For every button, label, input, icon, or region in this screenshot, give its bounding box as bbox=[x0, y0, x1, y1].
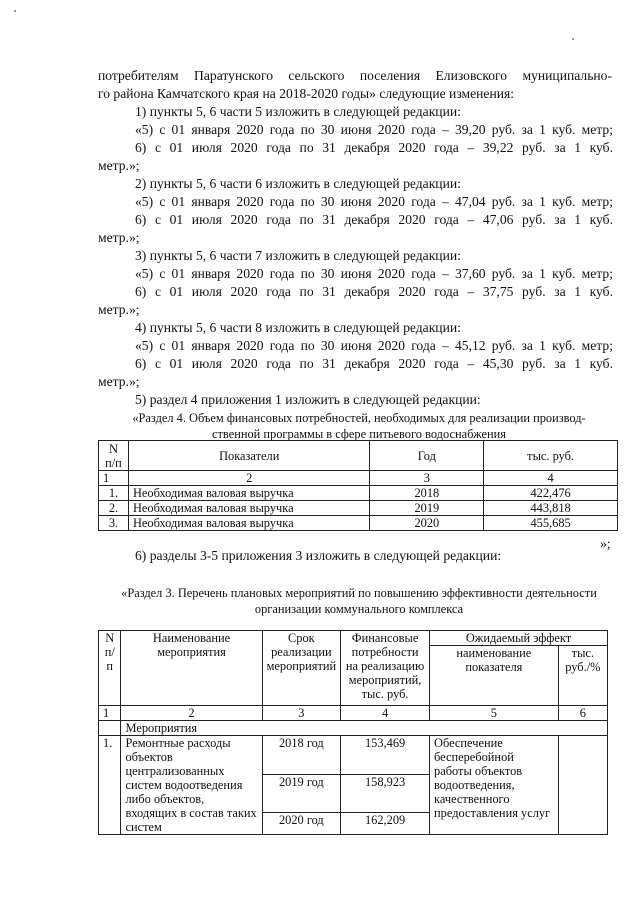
intro-line: потребителям Паратунского сельского поселения Елизовского муниципально- bbox=[98, 68, 612, 83]
column-number: 1 bbox=[99, 706, 121, 721]
item-line: 6) с 01 июля 2020 года по 31 декабря 2020 года – 37,75 руб. за 1 куб. bbox=[135, 284, 613, 299]
empty-cell bbox=[99, 721, 121, 736]
row-year: 2019 bbox=[370, 501, 484, 516]
item-heading: 1) пункты 5, 6 части 5 изложить в следующей редакции: bbox=[135, 104, 461, 119]
row-amount: 455,685 bbox=[484, 516, 618, 531]
item-line: 6) с 01 июля 2020 года по 31 декабря 2020 года – 39,22 руб. за 1 куб. bbox=[135, 140, 613, 155]
scan-speck bbox=[572, 38, 574, 40]
header-expected-effect: Ожидаемый эффект bbox=[430, 631, 608, 646]
row-year: 2018 год bbox=[262, 736, 341, 775]
item-line: «5) с 01 января 2020 года по 30 июня 2020 года – 39,20 руб. за 1 куб. метр; bbox=[135, 122, 613, 137]
row-amount: 153,469 bbox=[341, 736, 430, 775]
header-amount: тыс. руб. bbox=[484, 441, 618, 471]
scan-speck bbox=[14, 10, 16, 12]
item-heading: 5) раздел 4 приложения 1 изложить в следующей редакции: bbox=[135, 392, 481, 407]
row-number: 1. bbox=[99, 736, 121, 835]
item-line: метр.»; bbox=[98, 230, 140, 245]
item-heading: 2) пункты 5, 6 части 6 изложить в следующей редакции: bbox=[135, 176, 461, 191]
item-heading: 6) разделы 3-5 приложения 3 изложить в следующей редакции: bbox=[135, 548, 502, 563]
section-title: организации коммунального комплекса bbox=[254, 602, 464, 616]
column-number: 4 bbox=[341, 706, 430, 721]
section-title: ственной программы в сфере питьевого водоснабжения bbox=[212, 427, 506, 441]
row-indicator: Необходимая валовая выручка bbox=[128, 486, 370, 501]
section-title: «Раздел 4. Объем финансовых потребностей, необходимых для реализации производ- bbox=[132, 411, 586, 425]
row-year: 2020 год bbox=[262, 813, 341, 835]
column-number: 5 bbox=[430, 706, 559, 721]
header-indicator: Показатели bbox=[128, 441, 370, 471]
header-n: N п/ п bbox=[99, 631, 121, 706]
row-amount: 158,923 bbox=[341, 774, 430, 813]
header-financing: Финансовые потребности на реализацию мероприятий, тыс. руб. bbox=[341, 631, 430, 706]
financial-needs-table bbox=[98, 440, 618, 531]
header-year: Год bbox=[370, 441, 484, 471]
header-unit: тыс. руб./% bbox=[558, 646, 607, 706]
header-n: N п/п bbox=[99, 441, 129, 471]
table-row bbox=[99, 501, 618, 516]
row-year: 2018 bbox=[370, 486, 484, 501]
row-amount: 422,476 bbox=[484, 486, 618, 501]
item-heading: 4) пункты 5, 6 части 8 изложить в следующей редакции: bbox=[135, 320, 461, 335]
item-line: «5) с 01 января 2020 года по 30 июня 2020 года – 37,60 руб. за 1 куб. метр; bbox=[135, 266, 613, 281]
item-heading: 3) пункты 5, 6 части 7 изложить в следующей редакции: bbox=[135, 248, 461, 263]
column-number: 3 bbox=[262, 706, 341, 721]
row-measure-name: Ремонтные расходы объектов централизованных систем водоотведения либо объектов, входящих в состав таких систем bbox=[121, 736, 262, 835]
intro-line: го района Камчатского края на 2018-2020 годы» следующие изменения: bbox=[98, 86, 515, 101]
column-number: 6 bbox=[558, 706, 607, 721]
closing-quote: »; bbox=[600, 536, 611, 551]
section-title: «Раздел 3. Перечень плановых мероприятий по повышению эффективности деятельности bbox=[121, 586, 597, 600]
item-line: «5) с 01 января 2020 года по 30 июня 2020 года – 45,12 руб. за 1 куб. метр; bbox=[135, 338, 613, 353]
row-year: 2020 bbox=[370, 516, 484, 531]
item-line: 6) с 01 июля 2020 года по 31 декабря 2020 года – 47,06 руб. за 1 куб. bbox=[135, 212, 613, 227]
column-number: 1 bbox=[99, 471, 129, 486]
row-amount: 162,209 bbox=[341, 813, 430, 835]
column-number: 2 bbox=[128, 471, 370, 486]
row-number: 3. bbox=[99, 516, 129, 531]
row-number: 2. bbox=[99, 501, 129, 516]
item-line: «5) с 01 января 2020 года по 30 июня 2020 года – 47,04 руб. за 1 куб. метр; bbox=[135, 194, 613, 209]
row-indicator: Необходимая валовая выручка bbox=[128, 501, 370, 516]
row-amount: 443,818 bbox=[484, 501, 618, 516]
item-line: 6) с 01 июля 2020 года по 31 декабря 2020 года – 45,30 руб. за 1 куб. bbox=[135, 356, 613, 371]
column-number: 3 bbox=[370, 471, 484, 486]
row-indicator: Необходимая валовая выручка bbox=[128, 516, 370, 531]
column-number: 2 bbox=[121, 706, 262, 721]
row-year: 2019 год bbox=[262, 774, 341, 813]
row-effect: Обеспечение бесперебойной работы объектов водоотведения, качественного предоставления услуг bbox=[430, 736, 559, 835]
table-row bbox=[99, 486, 618, 501]
table-row bbox=[99, 516, 618, 531]
item-line: метр.»; bbox=[98, 302, 140, 317]
item-line: метр.»; bbox=[98, 374, 140, 389]
item-line: метр.»; bbox=[98, 158, 140, 173]
header-indicator-name: наименование показателя bbox=[430, 646, 559, 706]
table-row bbox=[99, 736, 608, 775]
group-heading: Мероприятия bbox=[121, 721, 608, 736]
header-term: Срок реализации мероприятий bbox=[262, 631, 341, 706]
measures-table bbox=[98, 630, 608, 835]
column-number: 4 bbox=[484, 471, 618, 486]
row-number: 1. bbox=[99, 486, 129, 501]
header-measure-name: Наименование мероприятия bbox=[121, 631, 262, 706]
empty-cell bbox=[558, 736, 607, 835]
